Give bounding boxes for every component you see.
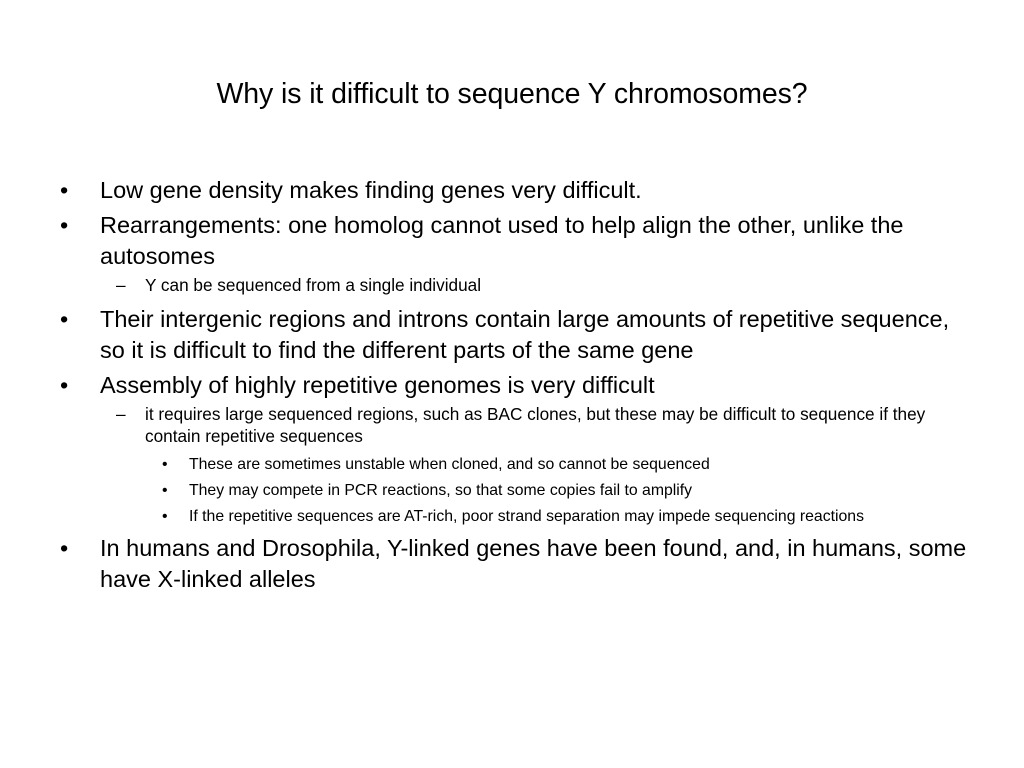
- sub-bullet-item: [60, 403, 980, 448]
- bullet-marker: •: [60, 177, 69, 203]
- sub-sub-bullet-item: [60, 507, 980, 526]
- bullet-marker: •: [162, 481, 168, 499]
- bullet-marker: •: [60, 534, 69, 561]
- sub-sub-bullet-item: [60, 455, 980, 474]
- bullet-text: Their intergenic regions and introns contain large amounts of repetitive sequence, so it is difficult to find the different parts of the same gene: [100, 305, 950, 363]
- sub-bullet-text: Y can be sequenced from a single individual: [145, 275, 482, 295]
- dash-marker: –: [116, 275, 126, 295]
- slide-body: [60, 175, 980, 599]
- sub-bullet-item: [60, 274, 980, 297]
- bullet-item: [60, 533, 980, 595]
- bullet-marker: •: [60, 305, 69, 332]
- bullet-text: Assembly of highly repetitive genomes is very difficult: [100, 371, 655, 398]
- bullet-item: [60, 175, 980, 206]
- bullet-marker: •: [162, 455, 168, 473]
- dash-marker: –: [116, 403, 126, 424]
- bullet-text: In humans and Drosophila, Y-linked genes have been found, and, in humans, some have X-linked alleles: [100, 534, 967, 592]
- sub-sub-bullet-item: [60, 481, 980, 500]
- sub-sub-bullet-text: These are sometimes unstable when cloned, and so cannot be sequenced: [189, 455, 710, 473]
- bullet-item: [60, 304, 980, 366]
- slide-title: Why is it difficult to sequence Y chromosomes?: [216, 78, 808, 110]
- bullet-marker: •: [162, 507, 168, 525]
- sub-bullet-text: it requires large sequenced regions, such as BAC clones, but these may be difficult to sequence if they contain repetitive sequences: [145, 403, 926, 446]
- sub-sub-bullet-text: If the repetitive sequences are AT-rich, poor strand separation may impede sequencing reactions: [189, 507, 864, 525]
- bullet-item: [60, 370, 980, 401]
- bullet-text: Rearrangements: one homolog cannot used to help align the other, unlike the autosomes: [100, 212, 904, 269]
- bullet-item: [60, 210, 980, 272]
- bullet-text: Low gene density makes finding genes very difficult.: [100, 177, 642, 203]
- sub-sub-bullet-text: They may compete in PCR reactions, so that some copies fail to amplify: [189, 481, 693, 499]
- bullet-marker: •: [60, 212, 69, 238]
- bullet-marker: •: [60, 371, 69, 398]
